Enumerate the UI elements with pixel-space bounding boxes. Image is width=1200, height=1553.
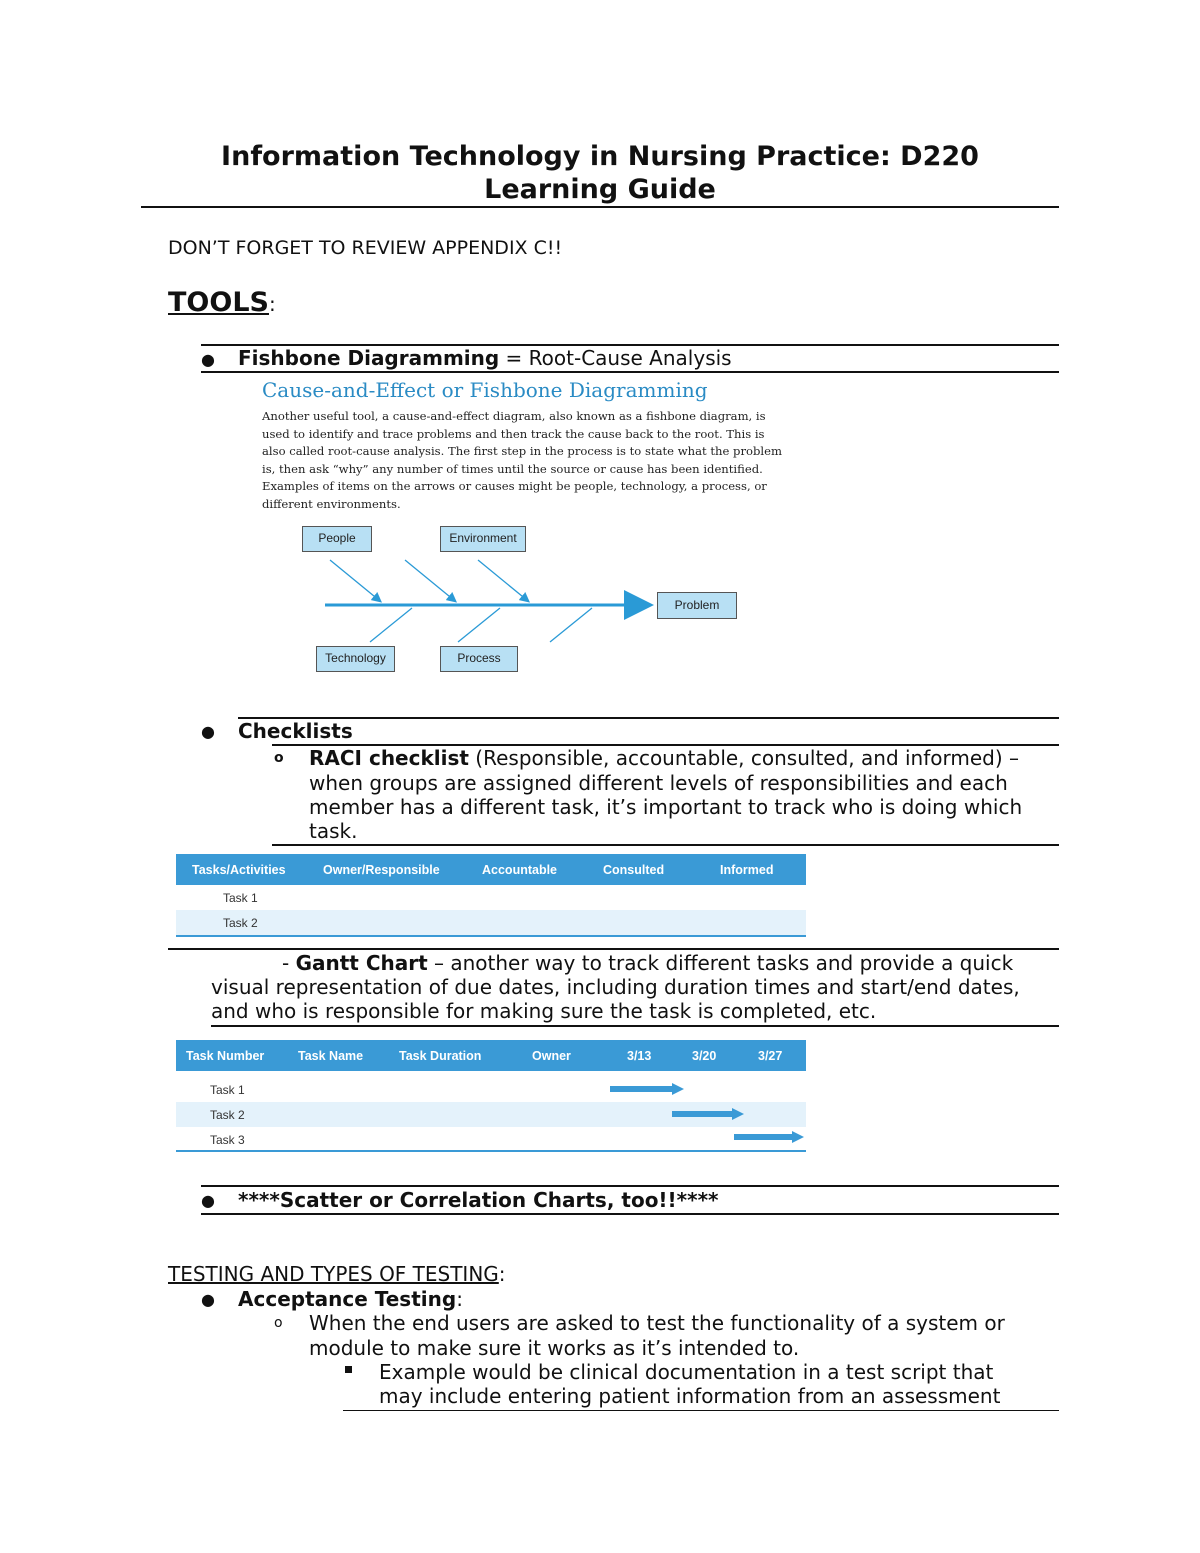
- gantt-rule-top: [168, 948, 1059, 950]
- gantt-prefix: -: [282, 951, 296, 975]
- example-rule-bottom: [343, 1410, 1059, 1411]
- rib-line: [370, 608, 412, 642]
- raci-line-2: when groups are assigned different levels of responsibilities and each: [309, 771, 1008, 795]
- reminder-text: DON’T FORGET TO REVIEW APPENDIX C!!: [168, 237, 563, 259]
- fishbone-rule-bottom: [201, 371, 1059, 373]
- fishbone-box-technology: Technology: [316, 646, 395, 672]
- bullet-icon: ●: [201, 1290, 215, 1309]
- gantt-label: Gantt Chart: [295, 951, 428, 975]
- rib-line: [458, 608, 500, 642]
- testing-heading-colon: :: [498, 1262, 506, 1286]
- fishbone-box-process: Process: [440, 646, 518, 672]
- gantt-line-1: [282, 951, 1013, 975]
- gantt-bar: [734, 1131, 806, 1143]
- rib-arrow: [405, 560, 455, 601]
- gantt-header-cell: Task Number: [186, 1048, 265, 1063]
- acceptance-desc-line-1: When the end users are asked to test the functionality of a system or: [309, 1311, 1005, 1335]
- square-bullet-icon: [345, 1366, 352, 1373]
- gantt-row-label: Task 3: [210, 1132, 245, 1147]
- tools-heading-label: TOOLS: [168, 287, 269, 318]
- raci-table: [176, 854, 806, 937]
- acceptance-label: Acceptance Testing: [238, 1287, 457, 1311]
- gantt-row-label: Task 2: [210, 1107, 245, 1122]
- gantt-header-cell: Owner: [532, 1048, 571, 1063]
- fishbone-desc: = Root-Cause Analysis: [499, 346, 732, 370]
- raci-line-1-rest: (Responsible, accountable, consulted, and informed) –: [468, 746, 1020, 770]
- raci-table-bottom-border: [176, 935, 806, 937]
- bullet-icon: ●: [201, 350, 215, 369]
- table-row: [176, 910, 806, 935]
- fishbone-box-problem: Problem: [657, 592, 737, 619]
- acceptance-colon: :: [456, 1287, 463, 1311]
- raci-header-cell: Tasks/Activities: [192, 862, 286, 877]
- gantt-table-header: [176, 1040, 806, 1071]
- gantt-header-cell: Task Name: [298, 1048, 364, 1063]
- example-line-1: Example would be clinical documentation in a test script that: [379, 1360, 994, 1384]
- gantt-line-2: visual representation of due dates, including duration times and start/end dates,: [211, 975, 1020, 999]
- gantt-bar: [610, 1083, 686, 1095]
- scatter-text: ****Scatter or Correlation Charts, too!!****: [238, 1188, 719, 1212]
- tools-heading: [168, 287, 276, 318]
- raci-header-cell: Consulted: [603, 862, 665, 877]
- raci-line-4: task.: [309, 819, 358, 843]
- title-rule: [141, 206, 1059, 208]
- rib-arrow: [330, 560, 380, 601]
- scatter-rule-top: [201, 1185, 1059, 1187]
- raci-header-cell: Accountable: [482, 862, 558, 877]
- fishbone-bullet-text: [238, 346, 732, 370]
- fishbone-box-environment: Environment: [440, 526, 526, 552]
- testing-heading: [168, 1262, 506, 1286]
- title-line-1: Information Technology in Nursing Practice: D220: [221, 141, 979, 172]
- gantt-rule-bottom: [211, 1025, 1059, 1027]
- gantt-header-cell: 3/20: [692, 1048, 717, 1063]
- page-title: [140, 140, 1060, 206]
- raci-label: RACI checklist: [309, 746, 469, 770]
- table-row: [176, 1102, 806, 1127]
- figure-body: Another useful tool, a cause-and-effect diagram, also known as a fishbone diagram, is used to identify and trace problems and then track the cause back to the root. This is also called root-cause analysis. The first step in the process is to state what the problem is, then ask “why” any number of times until the source or cause has been identified. Examples of items on the arrows or causes might be people, technology, a process, or different environments.: [262, 409, 782, 511]
- fishbone-label: Fishbone Diagramming: [238, 346, 500, 370]
- gantt-line-3: and who is responsible for making sure the task is completed, etc.: [211, 999, 877, 1023]
- rib-line: [550, 608, 592, 642]
- rib-arrow: [478, 560, 528, 601]
- fishbone-box-people: People: [302, 526, 372, 552]
- raci-header-cell: Informed: [720, 862, 774, 877]
- gantt-header-cell: 3/27: [758, 1048, 783, 1063]
- raci-rule-bottom: [272, 844, 1059, 846]
- gantt-bar: [672, 1108, 748, 1120]
- raci-line-3: member has a different task, it’s important to track who is doing which: [309, 795, 1023, 819]
- raci-line-1: [309, 746, 1019, 770]
- checklists-label: Checklists: [238, 719, 353, 743]
- checklists-rule-top: [238, 717, 1059, 719]
- gantt-header-cell: 3/13: [627, 1048, 652, 1063]
- circle-bullet-icon: o: [274, 750, 284, 766]
- acceptance-desc-line-2: module to make sure it works as it’s intended to.: [309, 1336, 800, 1360]
- gantt-header-cell: Task Duration: [399, 1048, 482, 1063]
- acceptance-testing: [238, 1287, 463, 1311]
- table-row: [176, 1127, 806, 1152]
- scatter-rule-bottom: [201, 1213, 1059, 1215]
- example-line-2: may include entering patient information from an assessment: [379, 1384, 1001, 1408]
- circle-bullet-icon: o: [274, 1315, 283, 1331]
- figure-title: Cause-and-Effect or Fishbone Diagramming: [262, 378, 708, 402]
- gantt-line-1-rest: – another way to track different tasks and provide a quick: [427, 951, 1014, 975]
- title-line-2: Learning Guide: [484, 174, 716, 205]
- raci-row-label: Task 1: [223, 890, 258, 905]
- testing-heading-label: TESTING AND TYPES OF TESTING: [168, 1262, 499, 1286]
- gantt-table: [176, 1040, 806, 1152]
- tools-heading-colon: :: [268, 292, 276, 316]
- raci-header-cell: Owner/Responsible: [323, 862, 440, 877]
- table-row: [176, 1077, 806, 1102]
- raci-table-header: [176, 854, 806, 885]
- bullet-icon: ●: [201, 1191, 215, 1210]
- raci-row-label: Task 2: [223, 915, 258, 930]
- table-row: [176, 885, 806, 910]
- gantt-row-label: Task 1: [210, 1082, 245, 1097]
- bullet-icon: ●: [201, 722, 215, 741]
